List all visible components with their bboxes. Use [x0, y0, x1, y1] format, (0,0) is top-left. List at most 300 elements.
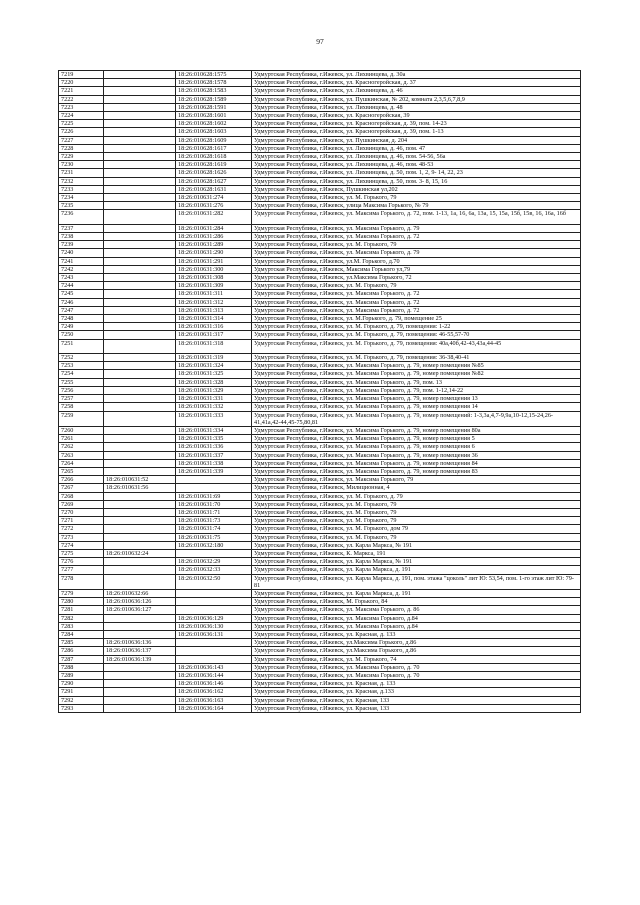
cadastral-number-cell: 18:26:010632:180: [176, 541, 252, 549]
row-number-cell: 7224: [59, 112, 104, 120]
row-number-cell: 7239: [59, 241, 104, 249]
row-number-cell: 7228: [59, 144, 104, 152]
address-cell: Удмуртская Республика, г.Ижевск, ул. М. Горького, д. 79, помещения: 40а,40б,42-43,43а,44-45: [252, 339, 581, 353]
table-row: [59, 598, 581, 606]
cadastral-number-cell: 18:26:010631:291: [176, 257, 252, 265]
table-row: [59, 549, 581, 557]
address-cell: Удмуртская Республика, г.Ижевск, ул. Карла Маркса, № 191: [252, 541, 581, 549]
row-number-cell: 7268: [59, 492, 104, 500]
cadastral-number-cell: 18:26:010628:1626: [176, 169, 252, 177]
table-row: [59, 249, 581, 257]
table-row: [59, 558, 581, 566]
table-row: [59, 202, 581, 210]
cadastral-number-cell: 18:26:010632:50: [176, 574, 252, 589]
cadastral-number-cell: 18:26:010636:136: [104, 639, 176, 647]
address-cell: Удмуртская Республика, г.Ижевск, ул. М. Горького, д. 79, помещения: 1-22: [252, 323, 581, 331]
table-row: [59, 370, 581, 378]
row-number-cell: 7280: [59, 598, 104, 606]
row-number-cell: 7269: [59, 500, 104, 508]
table-row: [59, 508, 581, 516]
cadastral-number-cell: 18:26:010631:75: [176, 533, 252, 541]
cadastral-number-cell: 18:26:010631:69: [176, 492, 252, 500]
address-cell: Удмуртская Республика, г.Ижевск, ул. Максима Горького, 79: [252, 476, 581, 484]
address-cell: Удмуртская Республика, г.Ижевск, ул. Лихвинцева, д. 46, пом. 54-56, 56а: [252, 153, 581, 161]
cadastral-number-cell: [104, 663, 176, 671]
address-cell: Удмуртская Республика, г.Ижевск, ул. Красногеройская, д. 37: [252, 79, 581, 87]
address-cell: Удмуртская Республика, г.Ижевск, ул. Максима Горького, д. 79, номер помещения 13: [252, 395, 581, 403]
cadastral-number-cell: [104, 331, 176, 339]
cadastral-number-cell: [104, 177, 176, 185]
table-row: [59, 704, 581, 712]
address-cell: Удмуртская Республика, г.Ижевск, ул. Красная, д. 133: [252, 680, 581, 688]
row-number-cell: 7271: [59, 517, 104, 525]
table-row: [59, 339, 581, 353]
cadastral-number-cell: [104, 451, 176, 459]
cadastral-number-cell: [176, 655, 252, 663]
row-number-cell: 7233: [59, 185, 104, 193]
cadastral-number-cell: [176, 549, 252, 557]
cadastral-number-cell: 18:26:010631:334: [176, 426, 252, 434]
row-number-cell: 7283: [59, 622, 104, 630]
row-number-cell: 7273: [59, 533, 104, 541]
cadastral-number-cell: [104, 144, 176, 152]
cadastral-number-cell: 18:26:010631:329: [176, 386, 252, 394]
table-row: [59, 169, 581, 177]
cadastral-number-cell: 18:26:010631:289: [176, 241, 252, 249]
cadastral-number-cell: [104, 265, 176, 273]
row-number-cell: 7222: [59, 95, 104, 103]
address-cell: Удмуртская Республика, г.Ижевск, ул. Максима Горького, д. 86: [252, 606, 581, 614]
cadastral-number-cell: 18:26:010631:338: [176, 459, 252, 467]
row-number-cell: 7231: [59, 169, 104, 177]
address-cell: Удмуртская Республика, г.Ижевск, ул. Красногеройская, д. 39, пом. 14-23: [252, 120, 581, 128]
row-number-cell: 7267: [59, 484, 104, 492]
cadastral-number-cell: 18:26:010628:1618: [176, 153, 252, 161]
cadastral-number-cell: [104, 426, 176, 434]
table-row: [59, 459, 581, 467]
row-number-cell: 7281: [59, 606, 104, 614]
cadastral-number-cell: 18:26:010636:164: [176, 704, 252, 712]
cadastral-number-cell: [176, 589, 252, 597]
table-row: [59, 639, 581, 647]
table-row: [59, 103, 581, 111]
table-row: [59, 435, 581, 443]
address-cell: Удмуртская Республика, г.Ижевск, М. Горького, 84: [252, 598, 581, 606]
cadastral-number-cell: [104, 202, 176, 210]
register-body: [59, 71, 581, 713]
cadastral-number-cell: 18:26:010631:71: [176, 508, 252, 516]
address-cell: Удмуртская Республика, г.Ижевск, ул. Лихвинцева, д. 46: [252, 87, 581, 95]
address-cell: Удмуртская Республика, г.Ижевск, ул. Максима Горького, д. 79, пом. 13: [252, 378, 581, 386]
cadastral-number-cell: 18:26:010631:318: [176, 339, 252, 353]
row-number-cell: 7275: [59, 549, 104, 557]
row-number-cell: 7245: [59, 290, 104, 298]
table-row: [59, 120, 581, 128]
address-cell: Удмуртская Республика, г.Ижевск, ул. М. Горького, 79: [252, 533, 581, 541]
cadastral-number-cell: [104, 233, 176, 241]
row-number-cell: 7243: [59, 274, 104, 282]
address-cell: Удмуртская Республика, г.Ижевск, ул. Максима Горького, д. 79, номер помещения 14: [252, 403, 581, 411]
cadastral-number-cell: [104, 161, 176, 169]
table-row: [59, 484, 581, 492]
address-cell: Удмуртская Республика, г.Ижевск, ул. Лихвинцева, д. 46, пом. 47: [252, 144, 581, 152]
cadastral-number-cell: 18:26:010631:312: [176, 298, 252, 306]
table-row: [59, 443, 581, 451]
address-cell: Удмуртская Республика, г.Ижевск, ул. Красная, 133: [252, 704, 581, 712]
address-cell: Удмуртская Республика, г.Ижевск, ул. Максима Горького, д.84: [252, 622, 581, 630]
table-row: [59, 224, 581, 232]
cadastral-number-cell: [104, 574, 176, 589]
row-number-cell: 7255: [59, 378, 104, 386]
address-cell: Удмуртская Республика, г.Ижевск, ул. Максима Горького, д. 72, пом. 1-13, 1а, 16, 6а, 13а, 15, 15а, 15б, 15в, 16, 16а, 16б: [252, 210, 581, 224]
address-cell: Удмуртская Республика, г.Ижевск, ул. Максима Горького, д. 79, номер помещения 80а: [252, 426, 581, 434]
address-cell: Удмуртская Республика, г.Ижевск, ул. Максима Горького, д. 79: [252, 249, 581, 257]
cadastral-number-cell: [104, 120, 176, 128]
row-number-cell: 7258: [59, 403, 104, 411]
address-cell: Удмуртская Республика, г.Ижевск, ул. Лихвинцева, д. 50, пом. 1, 2, 9- 14, 22, 23: [252, 169, 581, 177]
table-row: [59, 395, 581, 403]
table-row: [59, 210, 581, 224]
cadastral-number-cell: [104, 704, 176, 712]
row-number-cell: 7219: [59, 71, 104, 79]
cadastral-number-cell: [104, 558, 176, 566]
address-cell: Удмуртская Республика, г.Ижевск, ул. Максима Горького, д. 72: [252, 290, 581, 298]
cadastral-number-cell: [104, 672, 176, 680]
cadastral-number-cell: [104, 274, 176, 282]
address-cell: Удмуртская Республика, г.Ижевск, ул. М. Горького, дом 79: [252, 525, 581, 533]
cadastral-number-cell: 18:26:010636:131: [176, 630, 252, 638]
table-row: [59, 606, 581, 614]
register-table: [58, 70, 581, 713]
cadastral-number-cell: 18:26:010628:1603: [176, 128, 252, 136]
address-cell: Удмуртская Республика, г.Ижевск, ул. Карла Маркса, д. 191, пом. этажа "цоколь" лит Ю: 53,54, пом. 1-го этаж лит Ю: 79-81: [252, 574, 581, 589]
table-row: [59, 566, 581, 574]
address-cell: Удмуртская Республика, г.Ижевск, ул. М. Горького, д. 79, помещения: 46-55,57-70: [252, 331, 581, 339]
cadastral-number-cell: 18:26:010631:319: [176, 354, 252, 362]
table-row: [59, 467, 581, 475]
row-number-cell: 7293: [59, 704, 104, 712]
cadastral-number-cell: [104, 395, 176, 403]
address-cell: Удмуртская Республика, г.Ижевск, ул. Максима Горького, д. 70: [252, 672, 581, 680]
address-cell: Удмуртская Республика, г.Ижевск, ул. Лихвинцева, д. 48: [252, 103, 581, 111]
row-number-cell: 7232: [59, 177, 104, 185]
table-row: [59, 185, 581, 193]
table-row: [59, 500, 581, 508]
address-cell: Удмуртская Республика, г.Ижевск, ул. Лихвинцева, д. 46, пом. 48-53: [252, 161, 581, 169]
table-row: [59, 274, 581, 282]
table-row: [59, 136, 581, 144]
table-row: [59, 128, 581, 136]
row-number-cell: 7292: [59, 696, 104, 704]
cadastral-number-cell: 18:26:010632:24: [104, 549, 176, 557]
address-cell: Удмуртская Республика, г.Ижевск, ул. Максима Горького, д. 79, номер помещения 84: [252, 459, 581, 467]
address-cell: Удмуртская Республика, г.Ижевск, ул. Карла Маркса, д. 191: [252, 589, 581, 597]
row-number-cell: 7282: [59, 614, 104, 622]
cadastral-number-cell: [104, 282, 176, 290]
address-cell: Удмуртская Республика, г.Ижевск, ул. Максима Горького, д. 79, номер помещений: 1-3,3а,4,7-9,9а,10-12,15-24,26-41,41а,42-44,45-75,80,81: [252, 411, 581, 426]
row-number-cell: 7288: [59, 663, 104, 671]
table-row: [59, 354, 581, 362]
table-row: [59, 323, 581, 331]
cadastral-number-cell: 18:26:010636:143: [176, 663, 252, 671]
cadastral-number-cell: [104, 459, 176, 467]
cadastral-number-cell: 18:26:010631:335: [176, 435, 252, 443]
address-cell: Удмуртская Республика, г.Ижевск, ул. Максима Горького, д. 79, номер помещения 36: [252, 451, 581, 459]
cadastral-number-cell: 18:26:010636:144: [176, 672, 252, 680]
page-number: 97: [316, 37, 324, 46]
cadastral-number-cell: [104, 153, 176, 161]
row-number-cell: 7262: [59, 443, 104, 451]
row-number-cell: 7249: [59, 323, 104, 331]
cadastral-number-cell: [176, 476, 252, 484]
table-row: [59, 233, 581, 241]
table-row: [59, 533, 581, 541]
table-row: [59, 541, 581, 549]
cadastral-number-cell: [176, 606, 252, 614]
cadastral-number-cell: 18:26:010631:300: [176, 265, 252, 273]
row-number-cell: 7226: [59, 128, 104, 136]
address-cell: Удмуртская Республика, г.Ижевск, ул. Лихвинцева, д. 30а: [252, 71, 581, 79]
cadastral-number-cell: [104, 323, 176, 331]
row-number-cell: 7276: [59, 558, 104, 566]
row-number-cell: 7251: [59, 339, 104, 353]
address-cell: Удмуртская Республика, г.Ижевск, ул. Максима Горького, д. 72: [252, 233, 581, 241]
row-number-cell: 7286: [59, 647, 104, 655]
table-row: [59, 153, 581, 161]
row-number-cell: 7279: [59, 589, 104, 597]
cadastral-number-cell: 18:26:010631:52: [104, 476, 176, 484]
table-row: [59, 655, 581, 663]
address-cell: Удмуртская Республика, г.Ижевск, ул. Максима Горького, д. 70: [252, 663, 581, 671]
address-cell: Удмуртская Республика, г.Ижевск, ул. Максима Горького, д. 79, пом. 1-12,14-22: [252, 386, 581, 394]
row-number-cell: 7253: [59, 362, 104, 370]
row-number-cell: 7254: [59, 370, 104, 378]
address-cell: Удмуртская Республика, г.Ижевск, ул. Карла Маркса, № 191: [252, 558, 581, 566]
cadastral-number-cell: [104, 185, 176, 193]
row-number-cell: 7260: [59, 426, 104, 434]
cadastral-number-cell: 18:26:010631:282: [176, 210, 252, 224]
table-row: [59, 386, 581, 394]
cadastral-number-cell: 18:26:010628:1575: [176, 71, 252, 79]
cadastral-number-cell: 18:26:010631:284: [176, 224, 252, 232]
row-number-cell: 7229: [59, 153, 104, 161]
table-row: [59, 144, 581, 152]
cadastral-number-cell: 18:26:010631:290: [176, 249, 252, 257]
row-number-cell: 7272: [59, 525, 104, 533]
row-number-cell: 7259: [59, 411, 104, 426]
cadastral-number-cell: [104, 103, 176, 111]
table-row: [59, 403, 581, 411]
cadastral-number-cell: [104, 249, 176, 257]
table-row: [59, 257, 581, 265]
cadastral-number-cell: 18:26:010628:1583: [176, 87, 252, 95]
address-cell: Удмуртская Республика, г.Ижевск, ул.Максима Горького, д.86: [252, 639, 581, 647]
table-row: [59, 378, 581, 386]
row-number-cell: 7241: [59, 257, 104, 265]
address-cell: Удмуртская Республика, г.Ижевск, ул. Максима Горького, д. 79, номер помещения №85: [252, 362, 581, 370]
cadastral-number-cell: [104, 378, 176, 386]
cadastral-number-cell: [104, 128, 176, 136]
cadastral-number-cell: [104, 257, 176, 265]
address-cell: Удмуртская Республика, г.Ижевск, ул. Красная, д. 133: [252, 630, 581, 638]
table-row: [59, 95, 581, 103]
table-row: [59, 517, 581, 525]
cadastral-number-cell: [104, 696, 176, 704]
cadastral-number-cell: 18:26:010628:1602: [176, 120, 252, 128]
cadastral-number-cell: 18:26:010631:337: [176, 451, 252, 459]
cadastral-number-cell: 18:26:010631:331: [176, 395, 252, 403]
cadastral-number-cell: 18:26:010636:162: [176, 688, 252, 696]
address-cell: Удмуртская Республика, г.Ижевск, ул. Максима Горького, д. 79: [252, 224, 581, 232]
cadastral-number-cell: [104, 508, 176, 516]
cadastral-number-cell: 18:26:010628:1617: [176, 144, 252, 152]
cadastral-number-cell: [104, 95, 176, 103]
cadastral-number-cell: [176, 484, 252, 492]
table-row: [59, 411, 581, 426]
cadastral-number-cell: 18:26:010631:339: [176, 467, 252, 475]
row-number-cell: 7291: [59, 688, 104, 696]
cadastral-number-cell: 18:26:010628:1609: [176, 136, 252, 144]
row-number-cell: 7266: [59, 476, 104, 484]
cadastral-number-cell: 18:26:010631:332: [176, 403, 252, 411]
table-row: [59, 426, 581, 434]
cadastral-number-cell: [104, 71, 176, 79]
address-cell: Удмуртская Республика, г.Ижевск, ул. М. Горького, 79: [252, 517, 581, 525]
row-number-cell: 7225: [59, 120, 104, 128]
cadastral-number-cell: 18:26:010631:73: [176, 517, 252, 525]
address-cell: Удмуртская Республика, г.Ижевск, ул.М. Горького, д.70: [252, 257, 581, 265]
table-row: [59, 112, 581, 120]
cadastral-number-cell: [104, 492, 176, 500]
cadastral-number-cell: [104, 112, 176, 120]
cadastral-number-cell: [104, 354, 176, 362]
table-row: [59, 574, 581, 589]
cadastral-number-cell: [104, 411, 176, 426]
table-row: [59, 622, 581, 630]
table-row: [59, 476, 581, 484]
cadastral-number-cell: 18:26:010636:127: [104, 606, 176, 614]
address-cell: Удмуртская Республика, г.Ижевск, ул. Красногеройская, 39: [252, 112, 581, 120]
cadastral-number-cell: [104, 370, 176, 378]
cadastral-number-cell: [104, 403, 176, 411]
row-number-cell: 7247: [59, 306, 104, 314]
row-number-cell: 7246: [59, 298, 104, 306]
table-row: [59, 265, 581, 273]
address-cell: Удмуртская Республика, г.Ижевск, ул. М. Горького, 79: [252, 508, 581, 516]
cadastral-number-cell: 18:26:010636:163: [176, 696, 252, 704]
cadastral-number-cell: [104, 169, 176, 177]
table-row: [59, 306, 581, 314]
address-cell: Удмуртская Республика, г.Ижевск, ул. Красная, д.133: [252, 688, 581, 696]
address-cell: Удмуртская Республика, г.Ижевск, ул. М. Горького, 79: [252, 500, 581, 508]
row-number-cell: 7265: [59, 467, 104, 475]
cadastral-number-cell: 18:26:010631:317: [176, 331, 252, 339]
row-number-cell: 7230: [59, 161, 104, 169]
cadastral-number-cell: [104, 315, 176, 323]
table-row: [59, 688, 581, 696]
row-number-cell: 7264: [59, 459, 104, 467]
table-row: [59, 71, 581, 79]
address-cell: Удмуртская Республика, г.Ижевск, ул. М. Горького, д. 79: [252, 492, 581, 500]
address-cell: Удмуртская Республика, г.Ижевск, ул. Максима Горького, д. 79, номер помещения №82: [252, 370, 581, 378]
table-row: [59, 630, 581, 638]
row-number-cell: 7220: [59, 79, 104, 87]
cadastral-number-cell: 18:26:010636:129: [176, 614, 252, 622]
table-row: [59, 161, 581, 169]
cadastral-number-cell: 18:26:010636:139: [104, 655, 176, 663]
table-row: [59, 241, 581, 249]
cadastral-number-cell: [104, 688, 176, 696]
table-row: [59, 451, 581, 459]
cadastral-number-cell: [104, 362, 176, 370]
cadastral-number-cell: 18:26:010631:74: [176, 525, 252, 533]
cadastral-number-cell: [104, 298, 176, 306]
row-number-cell: 7278: [59, 574, 104, 589]
row-number-cell: 7289: [59, 672, 104, 680]
table-row: [59, 298, 581, 306]
cadastral-number-cell: [104, 443, 176, 451]
cadastral-number-cell: [104, 224, 176, 232]
row-number-cell: 7237: [59, 224, 104, 232]
table-row: [59, 331, 581, 339]
cadastral-number-cell: 18:26:010632:29: [176, 558, 252, 566]
address-cell: Удмуртская Республика, г.Ижевск, улица Максима Горького, № 79: [252, 202, 581, 210]
table-row: [59, 492, 581, 500]
cadastral-number-cell: [104, 680, 176, 688]
cadastral-number-cell: [104, 500, 176, 508]
table-row: [59, 680, 581, 688]
cadastral-number-cell: [104, 339, 176, 353]
cadastral-number-cell: 18:26:010631:333: [176, 411, 252, 426]
address-cell: Удмуртская Республика, г.Ижевск, ул. Максима Горького, д. 79, номер помещения 6: [252, 443, 581, 451]
table-row: [59, 362, 581, 370]
cadastral-number-cell: 18:26:010628:1631: [176, 185, 252, 193]
address-cell: Удмуртская Республика, г.Ижевск, ул. Максима Горького, д. 72: [252, 306, 581, 314]
cadastral-number-cell: 18:26:010631:316: [176, 323, 252, 331]
table-row: [59, 663, 581, 671]
cadastral-number-cell: 18:26:010636:146: [176, 680, 252, 688]
address-cell: Удмуртская Республика, г.Ижевск, ул. Красная, 133: [252, 696, 581, 704]
cadastral-number-cell: 18:26:010631:324: [176, 362, 252, 370]
cadastral-number-cell: 18:26:010636:126: [104, 598, 176, 606]
cadastral-number-cell: [104, 386, 176, 394]
table-row: [59, 315, 581, 323]
cadastral-number-cell: [104, 622, 176, 630]
address-cell: Удмуртская Республика, г.Ижевск, ул. М. Горького, 79: [252, 282, 581, 290]
row-number-cell: 7290: [59, 680, 104, 688]
row-number-cell: 7284: [59, 630, 104, 638]
address-cell: Удмуртская Республика, г.Ижевск, ул. Максима Горького, д. 72: [252, 298, 581, 306]
address-cell: Удмуртская Республика, г.Ижевск, Максима Горького ул,79: [252, 265, 581, 273]
address-cell: Удмуртская Республика, г.Ижевск, ул. Пушкинская, № 202, комната 2,3,5,6,7,8,9: [252, 95, 581, 103]
table-row: [59, 290, 581, 298]
row-number-cell: 7221: [59, 87, 104, 95]
cadastral-number-cell: 18:26:010632:66: [104, 589, 176, 597]
table-row: [59, 79, 581, 87]
cadastral-number-cell: 18:26:010631:56: [104, 484, 176, 492]
cadastral-number-cell: [104, 241, 176, 249]
row-number-cell: 7277: [59, 566, 104, 574]
row-number-cell: 7285: [59, 639, 104, 647]
row-number-cell: 7257: [59, 395, 104, 403]
cadastral-number-cell: 18:26:010628:1619: [176, 161, 252, 169]
table-row: [59, 525, 581, 533]
cadastral-number-cell: 18:26:010628:1589: [176, 95, 252, 103]
cadastral-number-cell: 18:26:010631:286: [176, 233, 252, 241]
address-cell: Удмуртская Республика, г.Ижевск, ул. Пушкинская, д. 204: [252, 136, 581, 144]
row-number-cell: 7250: [59, 331, 104, 339]
cadastral-number-cell: [104, 630, 176, 638]
